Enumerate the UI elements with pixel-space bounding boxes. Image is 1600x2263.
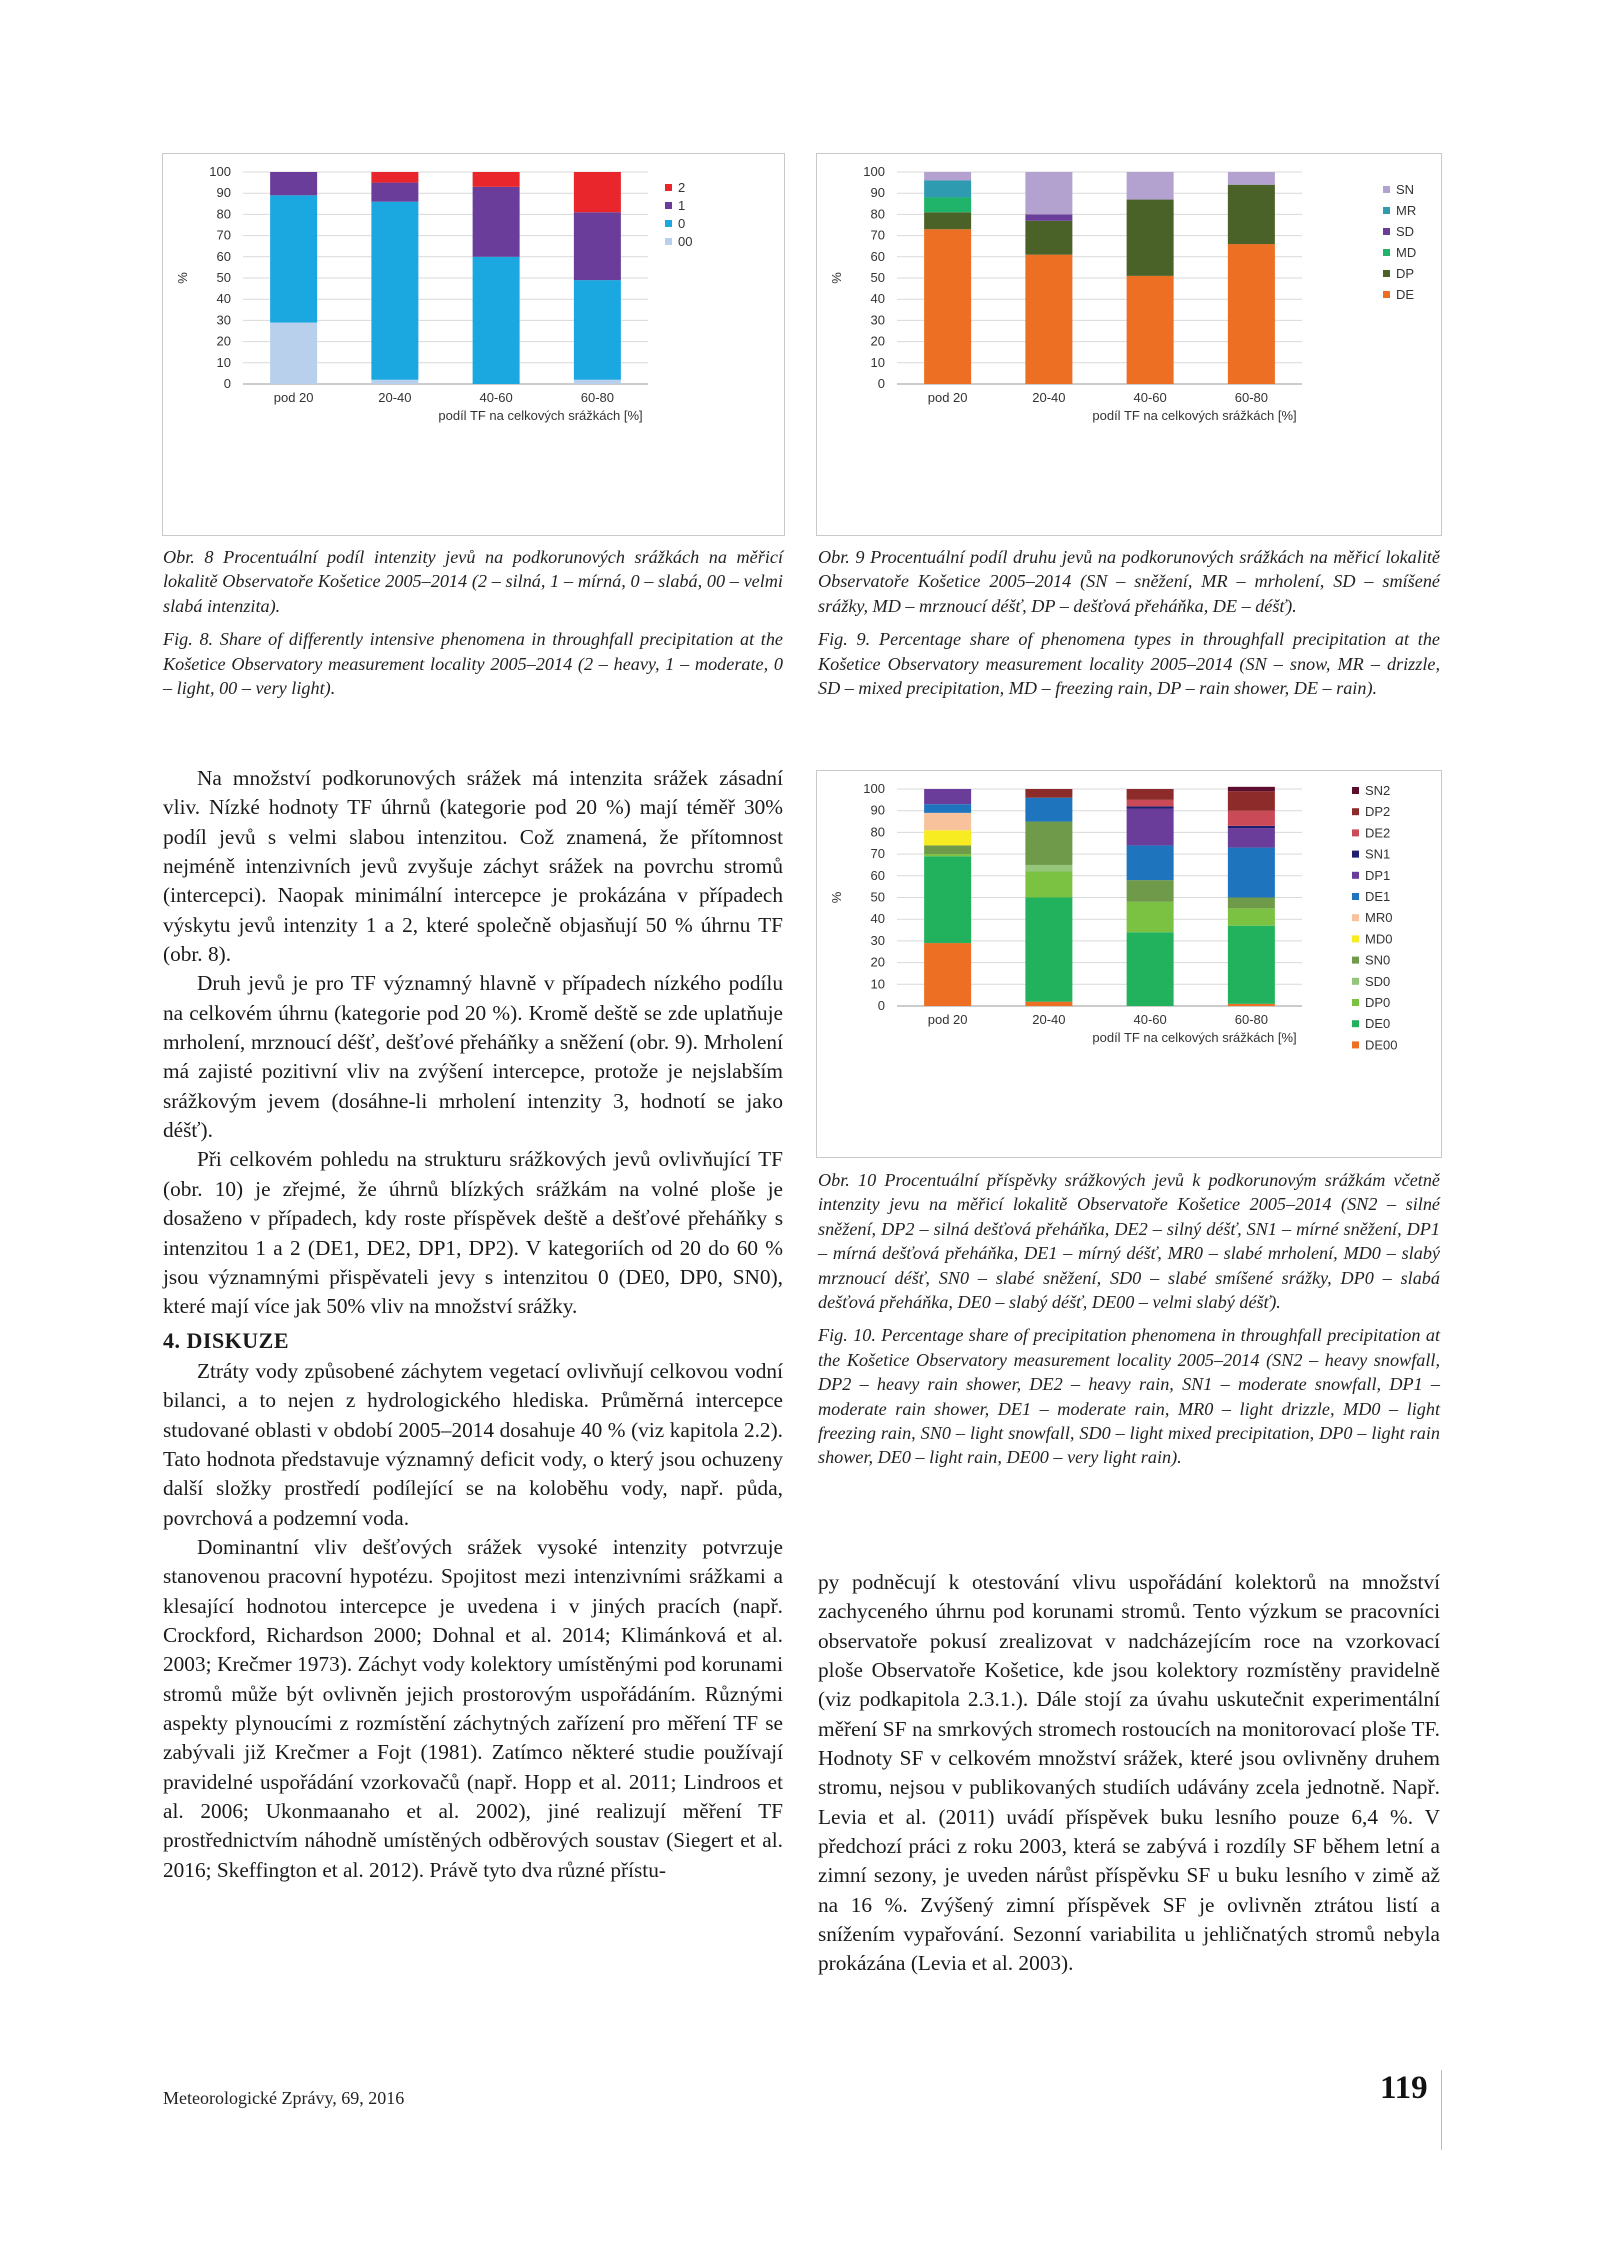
figure-10-caption (818, 1168, 1440, 1479)
y-tick-label: 10 (216, 354, 231, 370)
legend-label: SN0 (1365, 952, 1391, 968)
figure-10-caption-en: Fig. 10. Percentage share of precipitation phenomena in throughfall precipitation at the Košetice Observatory measurement locality 2005–2014 (SN2 – heavy snowfall, DP2 – heavy rain shower, DE2 – heavy rain, SN1 – moderate snowfall, DP1 – moderate rain shower, DE1 – moderate rain, MR0 – light drizzle, MD0 – light freezing rain, SN0 – light snowfall, SD0 – light mixed precipitation, DP0 – light rain shower, DE0 – light rain, DE00 – very light rain). (818, 1325, 1440, 1468)
left-column (163, 764, 783, 1885)
paragraph: Druh jevů je pro TF významný hlavně v případech nízkého podílu na celkovém úhrnu (kategorie pod 20 %). Kromě deště se zde uplatňuje mrholení, mrznoucí déšť, dešťové přeháňky a sněžení (obr. 9). Mrholení má zajisté pozitivní vliv na zvýšení intercepce, protože je nejslabším srážkovým jevem (dosáhne-li mrholení intenzity 3, hodnotí se jako déšť). (163, 971, 783, 1143)
paragraph: Na množství podkorunových srážek má intenzita srážek zásadní vliv. Nízké hodnoty TF úhrnů (kategorie pod 20 %) mají téměř 30% podíl jevů s velmi slabou intenzitou. Což znamená, že přítomnost nejméně intenzivních jevů zvyšuje záchyt srážek na povrchu stromů (intercepci). Naopak minimální intercepce je prokázána v případech výskytu jevů intenzity 1 a 2, které společně objasňují 50 % úhrnu TF (obr. 8). (163, 766, 783, 967)
bar-segment-sn (924, 172, 971, 180)
x-tick-label: pod 20 (927, 1012, 968, 1027)
bar-segment-sn0 (924, 845, 971, 854)
bar-segment-dp (924, 212, 971, 229)
bar-segment-sn1 (1127, 806, 1174, 808)
y-tick-label: 40 (870, 911, 885, 927)
bar-segment-dp0 (1025, 871, 1072, 897)
figure-9-svg (817, 154, 1441, 535)
bar-segment-de (1228, 244, 1275, 384)
legend-label: 1 (678, 198, 686, 213)
bar-segment-de1 (1127, 845, 1174, 880)
y-tick-label: 10 (870, 354, 885, 370)
legend-label: SN (1396, 182, 1415, 197)
bar-segment-dp0 (1228, 908, 1275, 925)
y-tick-label: 70 (870, 846, 885, 862)
bar-segment-00 (371, 380, 418, 384)
bar-segment-sn0 (1025, 822, 1072, 865)
y-tick-label: 60 (870, 248, 885, 264)
bar-segment-1 (270, 172, 317, 195)
bar-segment-de (1127, 276, 1174, 384)
figure-10-caption-cz: Obr. 10 Procentuální příspěvky srážkových jevů k podkorunovým srážkám včetně intenzity jevu na měřicí lokalitě Observatoře Košetice 2005–2014 (SN2 – silné sněžení, DP2 – silná dešťová přeháňka, DE2 – silný déšť, SN1 – mírné sněžení, DP1 – mírná dešťová přeháňka, DE1 – mírný déšť, MR0 – slabé mrholení, MD0 – slabý mrznoucí déšť, SN0 – slabé sněžení, SD0 – slabé smíšené srážky, DP0 – slabá dešťová přeháňka, DE0 – slabý déšť, DE00 – velmi slabý déšť). (818, 1170, 1440, 1313)
x-axis-label: podíl TF na celkových srážkách [%] (1092, 408, 1297, 423)
legend-swatch (1352, 893, 1359, 900)
y-tick-label: 100 (209, 164, 231, 179)
bar-segment-dp0 (924, 854, 971, 856)
legend-swatch (665, 220, 672, 227)
legend-label: 00 (678, 234, 693, 249)
bar-segment-1 (371, 183, 418, 202)
legend-swatch (1352, 829, 1359, 836)
y-axis-label: % (829, 891, 844, 904)
right-column (818, 1568, 1440, 1979)
legend-swatch (1352, 808, 1359, 815)
y-tick-label: 50 (216, 270, 231, 285)
bar-segment-de (924, 229, 971, 384)
bar-segment-sd0 (1025, 865, 1072, 872)
legend-swatch (1352, 787, 1359, 794)
bar-segment-dp (1127, 200, 1174, 276)
legend-swatch (1352, 978, 1359, 985)
section-heading: 4. DISKUZE (163, 1327, 290, 1353)
bar-segment-0 (473, 257, 520, 384)
legend-label: DE1 (1365, 889, 1391, 904)
bar-segment-mr (924, 180, 971, 197)
bar-segment-mr0 (924, 813, 971, 830)
y-tick-label: 40 (870, 291, 885, 307)
legend-swatch (1383, 249, 1390, 256)
y-tick-label: 60 (216, 248, 231, 264)
bar-segment-sn1 (1228, 826, 1275, 828)
bar-segment-de00 (1025, 1002, 1072, 1006)
figure-8-caption-en: Fig. 8. Share of differently intensive phenomena in throughfall precipitation at the Košetice Observatory measurement locality 2005–2014 (2 – heavy, 1 – moderate, 0 – light, 00 – very light). (163, 629, 783, 699)
y-tick-label: 90 (870, 802, 885, 818)
bar-segment-0 (270, 195, 317, 322)
y-tick-label: 20 (216, 333, 231, 349)
bar-segment-dp (1228, 185, 1275, 244)
bar-segment-md0 (924, 830, 971, 845)
bar-segment-dp (1025, 221, 1072, 255)
bar-segment-sn0 (1127, 880, 1174, 902)
x-tick-label: 40-60 (479, 390, 513, 405)
legend-swatch (1352, 935, 1359, 942)
figure-10-svg (817, 771, 1441, 1157)
figure-9-chart (816, 153, 1442, 536)
page-rule (1441, 2070, 1442, 2150)
bar-segment-sn0 (1228, 898, 1275, 909)
bar-segment-de2 (1127, 800, 1174, 807)
y-tick-label: 10 (870, 976, 885, 992)
legend-swatch (1352, 1041, 1359, 1048)
figure-8-svg (163, 154, 784, 535)
y-tick-label: 100 (863, 781, 885, 796)
bar-segment-de00 (1228, 1004, 1275, 1006)
y-tick-label: 20 (870, 954, 885, 970)
legend-label: DP0 (1365, 995, 1391, 1010)
figure-8-chart (162, 153, 785, 536)
bar-segment-sn (1025, 172, 1072, 214)
journal-footer: Meteorologické Zprávy, 69, 2016 (163, 2088, 405, 2108)
y-tick-label: 90 (216, 185, 231, 201)
x-tick-label: 40-60 (1133, 390, 1167, 405)
y-tick-label: 30 (216, 312, 231, 328)
bar-segment-dp1 (924, 789, 971, 804)
legend-label: DP (1396, 266, 1415, 281)
y-tick-label: 70 (870, 227, 885, 243)
legend-label: SN2 (1365, 783, 1391, 798)
bar-segment-de2 (1228, 811, 1275, 826)
legend-swatch (1352, 999, 1359, 1006)
legend-swatch (1383, 291, 1390, 298)
y-tick-label: 30 (870, 312, 885, 328)
bar-segment-sn (1127, 172, 1174, 200)
bar-segment-de0 (1025, 898, 1072, 1002)
y-tick-label: 30 (870, 932, 885, 948)
y-tick-label: 0 (877, 998, 885, 1013)
bar-segment-0 (371, 202, 418, 380)
bar-segment-1 (473, 187, 520, 257)
legend-swatch (1383, 228, 1390, 235)
figure-8-caption (163, 545, 783, 709)
legend-label: MD (1396, 245, 1417, 260)
page-number: 119 (1380, 2070, 1428, 2106)
bar-segment-dp2 (1228, 791, 1275, 811)
bar-segment-00 (270, 323, 317, 384)
bar-segment-de00 (924, 943, 971, 1006)
bar-segment-2 (574, 172, 621, 212)
figure-9-caption (818, 545, 1440, 709)
bar-segment-de0 (1228, 926, 1275, 1004)
y-tick-label: 50 (870, 889, 885, 905)
legend-label: MD0 (1365, 931, 1393, 947)
legend-label: DE0 (1365, 1016, 1391, 1032)
legend-swatch (1352, 872, 1359, 879)
y-tick-label: 70 (216, 227, 231, 243)
bar-segment-md (924, 197, 971, 212)
x-tick-label: 60-80 (1234, 390, 1268, 405)
y-tick-label: 20 (870, 333, 885, 349)
bar-segment-dp2 (1127, 789, 1174, 800)
bar-segment-2 (473, 172, 520, 187)
bar-segment-0 (574, 280, 621, 380)
y-tick-label: 0 (223, 376, 231, 391)
legend-swatch (665, 184, 672, 191)
paragraph: Při celkovém pohledu na strukturu srážkových jevů ovlivňující TF (obr. 10) je zřejmé, že úhrnů blízkých srážkám na volné ploše je dosaženo v případech, kdy roste příspěvek deště a dešťové přeháňky s intenzitou 1 a 2 (DE1, DE2, DP1, DP2). V kategoriích od 20 do 60 % jsou významnými přispěvateli jevy s intenzitou 0 (DE0, DP0, SN0), které mají více jak 50% vliv na množství srážky. (163, 1147, 783, 1319)
legend-swatch (1383, 186, 1390, 193)
legend-swatch (1352, 914, 1359, 921)
figure-8-caption-cz: Obr. 8 Procentuální podíl intenzity jevů na podkorunových srážkách na měřicí lokalitě Observatoře Košetice 2005–2014 (2 – silná, 1 – mírná, 0 – slabá, 00 – velmi slabá intenzita). (163, 547, 783, 616)
legend-swatch (1352, 1020, 1359, 1027)
paragraph: Ztráty vody způsobené záchytem vegetací ovlivňují celkovou vodní bilanci, a to nejen z hydrologického hlediska. Průměrná intercepce studované oblasti v období 2005–2014 dosahuje 40 % (viz kapitola 2.2). Tato hodnota představuje významný deficit vody, o který jsou ochuzeny další složky prostředí podílející se na koloběhu vody, např. půda, povrchová a podzemní voda. (163, 1358, 783, 1530)
x-axis-label: podíl TF na celkových srážkách [%] (438, 408, 643, 423)
figure-10-chart (816, 770, 1442, 1158)
y-tick-label: 60 (870, 867, 885, 883)
x-axis-label: podíl TF na celkových srážkách [%] (1092, 1030, 1297, 1045)
bar-segment-de0 (924, 856, 971, 943)
bar-segment-00 (574, 380, 621, 384)
legend-label: DP1 (1365, 867, 1391, 883)
y-axis-label: % (175, 272, 190, 284)
legend-label: SD (1396, 224, 1415, 239)
legend-label: 0 (678, 216, 686, 231)
legend-label: MR (1396, 203, 1417, 218)
legend-label: DE00 (1365, 1037, 1398, 1053)
legend-label: DE (1396, 287, 1415, 302)
paragraph: py podněcují k otestování vlivu uspořádání kolektorů na množství zachyceného úhrnu pod korunami stromů. Tento výzkum se pracovníci observatoře pokusí zrealizovat v nadcházejícím roce na vzorkovací ploše Observatoře Košetice, kde jsou kolektory rozmístěny pravidelně (viz podkapitola 2.3.1.). Dále stojí za úvahu uskutečnit experimentální měření SF na smrkových stromech rostoucích na monitorovací ploše TF. Hodnoty SF v celkovém množství srážek, které jsou ovlivněny druhem stromu, nejsou v publikovaných studiích udávány zcela jednotně. Např. Levia et al. (2011) uvádí příspěvek buku lesního pouze 6,4 %. V předchozí práci z roku 2003, která se zabývá i rozdíly SF během letní a zimní sezony, je uveden nárůst příspěvku SF u buku lesního v zimě až na 16 %. Zvýšený zimní příspěvek SF je ovlivněn ztrátou listí a snížením vypařování. Sezonní variabilita u jehličnatých stromů nebyla prokázána (Levia et al. 2003). (818, 1570, 1440, 1976)
legend-label: MR0 (1365, 910, 1393, 926)
x-tick-label: 20-40 (1032, 1012, 1066, 1027)
x-tick-label: 60-80 (580, 390, 614, 405)
legend-swatch (665, 202, 672, 209)
y-tick-label: 80 (870, 206, 885, 222)
figure-9-caption-cz: Obr. 9 Procentuální podíl druhu jevů na podkorunových srážkách na měřicí lokalitě Observatoře Košetice 2005–2014 (SN – sněžení, MR – mrholení, SD – smíšené srážky, MD – mrznoucí déšť, DP – dešťová přeháňka, DE – déšť). (818, 547, 1440, 616)
y-tick-label: 100 (863, 164, 885, 179)
x-tick-label: pod 20 (273, 390, 314, 405)
bar-segment-dp1 (1127, 809, 1174, 846)
bar-segment-sd (1025, 214, 1072, 220)
y-tick-label: 40 (216, 291, 231, 307)
legend-swatch (1352, 851, 1359, 858)
bar-segment-1 (574, 212, 621, 280)
x-tick-label: 20-40 (1032, 390, 1066, 405)
legend-label: DP2 (1365, 804, 1391, 820)
x-tick-label: 60-80 (1234, 1012, 1268, 1027)
figure-9-caption-en: Fig. 9. Percentage share of phenomena types in throughfall precipitation at the Košetice Observatory measurement locality 2005–2014 (SN – snow, MR – drizzle, SD – mixed precipitation, MD – freezing rain, DP – rain shower, DE – rain). (818, 629, 1440, 699)
legend-swatch (1383, 270, 1390, 277)
x-tick-label: 20-40 (378, 390, 412, 405)
legend-label: DE2 (1365, 825, 1391, 841)
paragraph: Dominantní vliv dešťových srážek vysoké intenzity potvrzuje stanovenou pracovní hypotézu. Spojitost mezi intenzivními srážkami a klesající hodnotou intercepce je uvedena i v jiných pracích (např. Crockford, Richardson 2000; Dohnal et al. 2014; Klimánková et al. 2003; Krečmer 1973). Záchyt vody kolektory umístěnými pod korunami stromů může být ovlivněn jejich prostorovým uspořádáním. Různými aspekty plynoucími z rozmístění záchytných zařízení pro měření TF se zabývali již Krečmer a Fojt (1981). Zatímco některé studie používají pravidelné uspořádání vzorkovačů (např. Hopp et al. 2011; Lindroos et al. 2006; Ukonmaanaho et al. 2002), jiné realizují měření TF prostřednictvím náhodně umístěných odběrových soustav (Siegert et al. 2016; Skeffington et al. 2012). Právě tyto dva různé přístu- (163, 1534, 783, 1882)
bar-segment-sn2 (1228, 787, 1275, 791)
y-tick-label: 0 (877, 376, 885, 391)
x-tick-label: pod 20 (927, 390, 968, 405)
bar-segment-de1 (1228, 848, 1275, 898)
bar-segment-de1 (924, 804, 971, 813)
y-tick-label: 80 (870, 824, 885, 840)
y-axis-label: % (829, 272, 844, 284)
y-tick-label: 50 (870, 270, 885, 285)
bar-segment-dp2 (1025, 789, 1072, 798)
bar-segment-sn (1228, 172, 1275, 185)
bar-segment-de (1025, 255, 1072, 384)
legend-swatch (665, 238, 672, 245)
bar-segment-dp0 (1127, 902, 1174, 932)
bar-segment-2 (371, 172, 418, 183)
legend-label: 2 (678, 180, 686, 195)
y-tick-label: 90 (870, 185, 885, 201)
legend-swatch (1383, 207, 1390, 214)
bar-segment-de0 (1127, 932, 1174, 1006)
bar-segment-dp1 (1228, 828, 1275, 848)
legend-label: SN1 (1365, 846, 1391, 862)
x-tick-label: 40-60 (1133, 1012, 1167, 1027)
legend-label: SD0 (1365, 973, 1391, 989)
y-tick-label: 80 (216, 206, 231, 222)
bar-segment-de1 (1025, 798, 1072, 822)
legend-swatch (1352, 957, 1359, 964)
